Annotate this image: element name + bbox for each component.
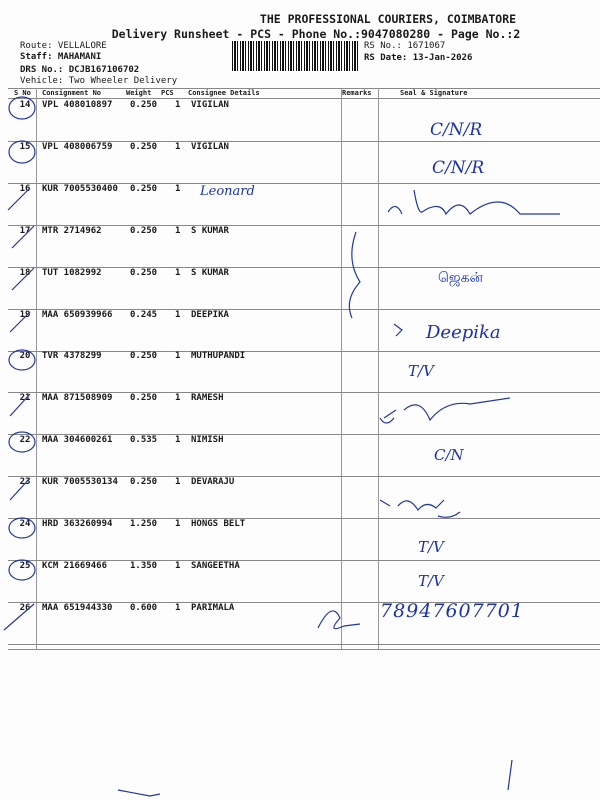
row-weight: 0.250 <box>130 477 158 488</box>
table-row <box>8 142 600 184</box>
table-row <box>8 561 600 603</box>
row-sno: 23 <box>19 477 31 488</box>
row-sno: 19 <box>19 309 31 320</box>
row-consignee-name: S KUMAR <box>191 225 229 236</box>
row-weight: 0.250 <box>130 393 158 404</box>
row-consignment-no: MAA 651944330 <box>42 602 113 613</box>
row-pcs: 1 <box>175 560 181 571</box>
row-sno: 26 <box>19 602 31 613</box>
handwritten-remark: T/V <box>418 572 444 590</box>
handwritten-remark: T/V <box>418 538 444 556</box>
handwritten-consignee-name: Leonard <box>200 184 255 199</box>
row-pcs: 1 <box>175 183 181 194</box>
row-sno: 18 <box>19 267 31 278</box>
row-pcs: 1 <box>175 393 181 404</box>
row-consignment-no: KUR 7005530400 <box>42 183 118 194</box>
row-consignee-name: MUTHUPANDI <box>191 351 246 362</box>
barcode <box>232 41 360 71</box>
table-row <box>8 477 600 519</box>
stray-mark <box>118 790 160 796</box>
row-consignee-name: VIGILAN <box>191 100 229 110</box>
row-consignee-name: SANGEETHA <box>191 560 240 571</box>
row-consignment-no: MAA 871508909 <box>42 393 113 404</box>
row-weight: 0.250 <box>130 267 158 278</box>
header-bottom-border <box>8 98 600 99</box>
row-consignee-name: DEVARAJU <box>191 477 235 488</box>
row-pcs: 1 <box>175 519 181 529</box>
route-label: Route: VELLALORE <box>20 41 107 51</box>
row-consignee-name: HONGS BELT <box>191 519 246 529</box>
col-header-consignee: Consignee Details <box>188 89 260 97</box>
row-consignee-name: S KUMAR <box>191 267 229 278</box>
row-weight: 0.250 <box>130 100 158 110</box>
row-divider <box>8 644 600 645</box>
company-title: THE PROFESSIONAL COURIERS, COIMBATORE <box>259 12 517 26</box>
handwritten-signature-name: Deepika <box>426 322 501 343</box>
row-sno: 25 <box>19 560 31 571</box>
table-row <box>8 226 600 268</box>
handwritten-tamil-name: ஜெகன் <box>438 270 484 286</box>
runsheet-subtitle: Delivery Runsheet - PCS - Phone No.:9047080280 - Page No.:2 <box>111 27 521 41</box>
row-pcs: 1 <box>175 225 181 236</box>
row-sno: 22 <box>19 435 31 446</box>
row-consignee-name: RAMESH <box>191 393 224 404</box>
row-weight: 1.250 <box>130 519 158 529</box>
row-pcs: 1 <box>175 141 181 152</box>
col-header-pcs: PCS <box>161 89 174 97</box>
row-consignee-name: VIGILAN <box>191 141 229 152</box>
row-consignment-no: TUT 1082992 <box>42 267 102 278</box>
table-row <box>8 351 600 393</box>
row-pcs: 1 <box>175 351 181 362</box>
col-header-consignment: Consignment No <box>42 89 102 97</box>
row-consignment-no: KCM 21669466 <box>42 560 108 571</box>
table-row <box>8 393 600 435</box>
handwritten-remark: C/N <box>434 446 464 464</box>
row-weight: 0.600 <box>130 602 158 613</box>
row-weight: 0.250 <box>130 225 158 236</box>
row-sno: 20 <box>19 351 31 362</box>
stray-mark <box>508 760 512 790</box>
row-weight: 0.250 <box>130 183 158 194</box>
table-row <box>8 310 600 352</box>
row-sno: 24 <box>19 519 31 529</box>
handwritten-remark: T/V <box>408 362 434 380</box>
col-header-sno: S No <box>14 89 31 97</box>
table-row <box>8 100 600 142</box>
row-pcs: 1 <box>175 267 181 278</box>
row-consignment-no: VPL 408006759 <box>42 141 113 152</box>
row-weight: 0.245 <box>130 309 158 320</box>
row-consignee-name: PARIMALA <box>191 602 235 613</box>
row-consignment-no: HRD 363260994 <box>42 519 113 529</box>
row-pcs: 1 <box>175 100 181 110</box>
row-pcs: 1 <box>175 309 181 320</box>
row-consignee-name: DEEPIKA <box>191 309 229 320</box>
staff-label: Staff: MAHAMANI <box>20 52 102 62</box>
row-weight: 1.350 <box>130 560 158 571</box>
handwritten-phone-number: 78947607701 <box>380 600 524 622</box>
handwritten-remark: C/N/R <box>430 120 483 140</box>
row-consignment-no: MTR 2714962 <box>42 225 102 236</box>
table-row <box>8 435 600 477</box>
vehicle-label: Vehicle: Two Wheeler Delivery <box>20 76 178 86</box>
row-sno: 17 <box>19 225 31 236</box>
rs-date-label: RS Date: 13-Jan-2026 <box>364 53 473 63</box>
row-sno: 21 <box>19 393 31 404</box>
drs-label: DRS No.: DCJB167106702 <box>20 65 140 75</box>
row-sno: 16 <box>19 183 31 194</box>
col-header-remarks: Remarks <box>342 89 372 97</box>
row-pcs: 1 <box>175 602 181 613</box>
row-sno: 15 <box>19 141 31 152</box>
row-weight: 0.535 <box>130 435 158 446</box>
table-row <box>8 268 600 310</box>
col-header-weight: Weight <box>126 89 152 97</box>
table-row <box>8 519 600 561</box>
runsheet-table <box>8 88 600 650</box>
col-header-signature: Seal & Signature <box>400 89 468 97</box>
table-bottom-border <box>8 649 600 650</box>
row-weight: 0.250 <box>130 351 158 362</box>
row-consignee-name: NIMISH <box>191 435 224 446</box>
row-consignment-no: TVR 4378299 <box>42 351 102 362</box>
row-pcs: 1 <box>175 477 181 488</box>
row-pcs: 1 <box>175 435 181 446</box>
row-sno: 14 <box>19 100 31 110</box>
table-row <box>8 184 600 226</box>
row-consignment-no: VPL 408010897 <box>42 100 113 110</box>
row-consignment-no: MAA 650939966 <box>42 309 113 320</box>
row-consignment-no: KUR 7005530134 <box>42 477 118 488</box>
row-consignment-no: MAA 304600261 <box>42 435 113 446</box>
row-weight: 0.250 <box>130 141 158 152</box>
rs-no-label: RS No.: 1671067 <box>364 41 446 51</box>
handwritten-remark: C/N/R <box>432 158 485 178</box>
